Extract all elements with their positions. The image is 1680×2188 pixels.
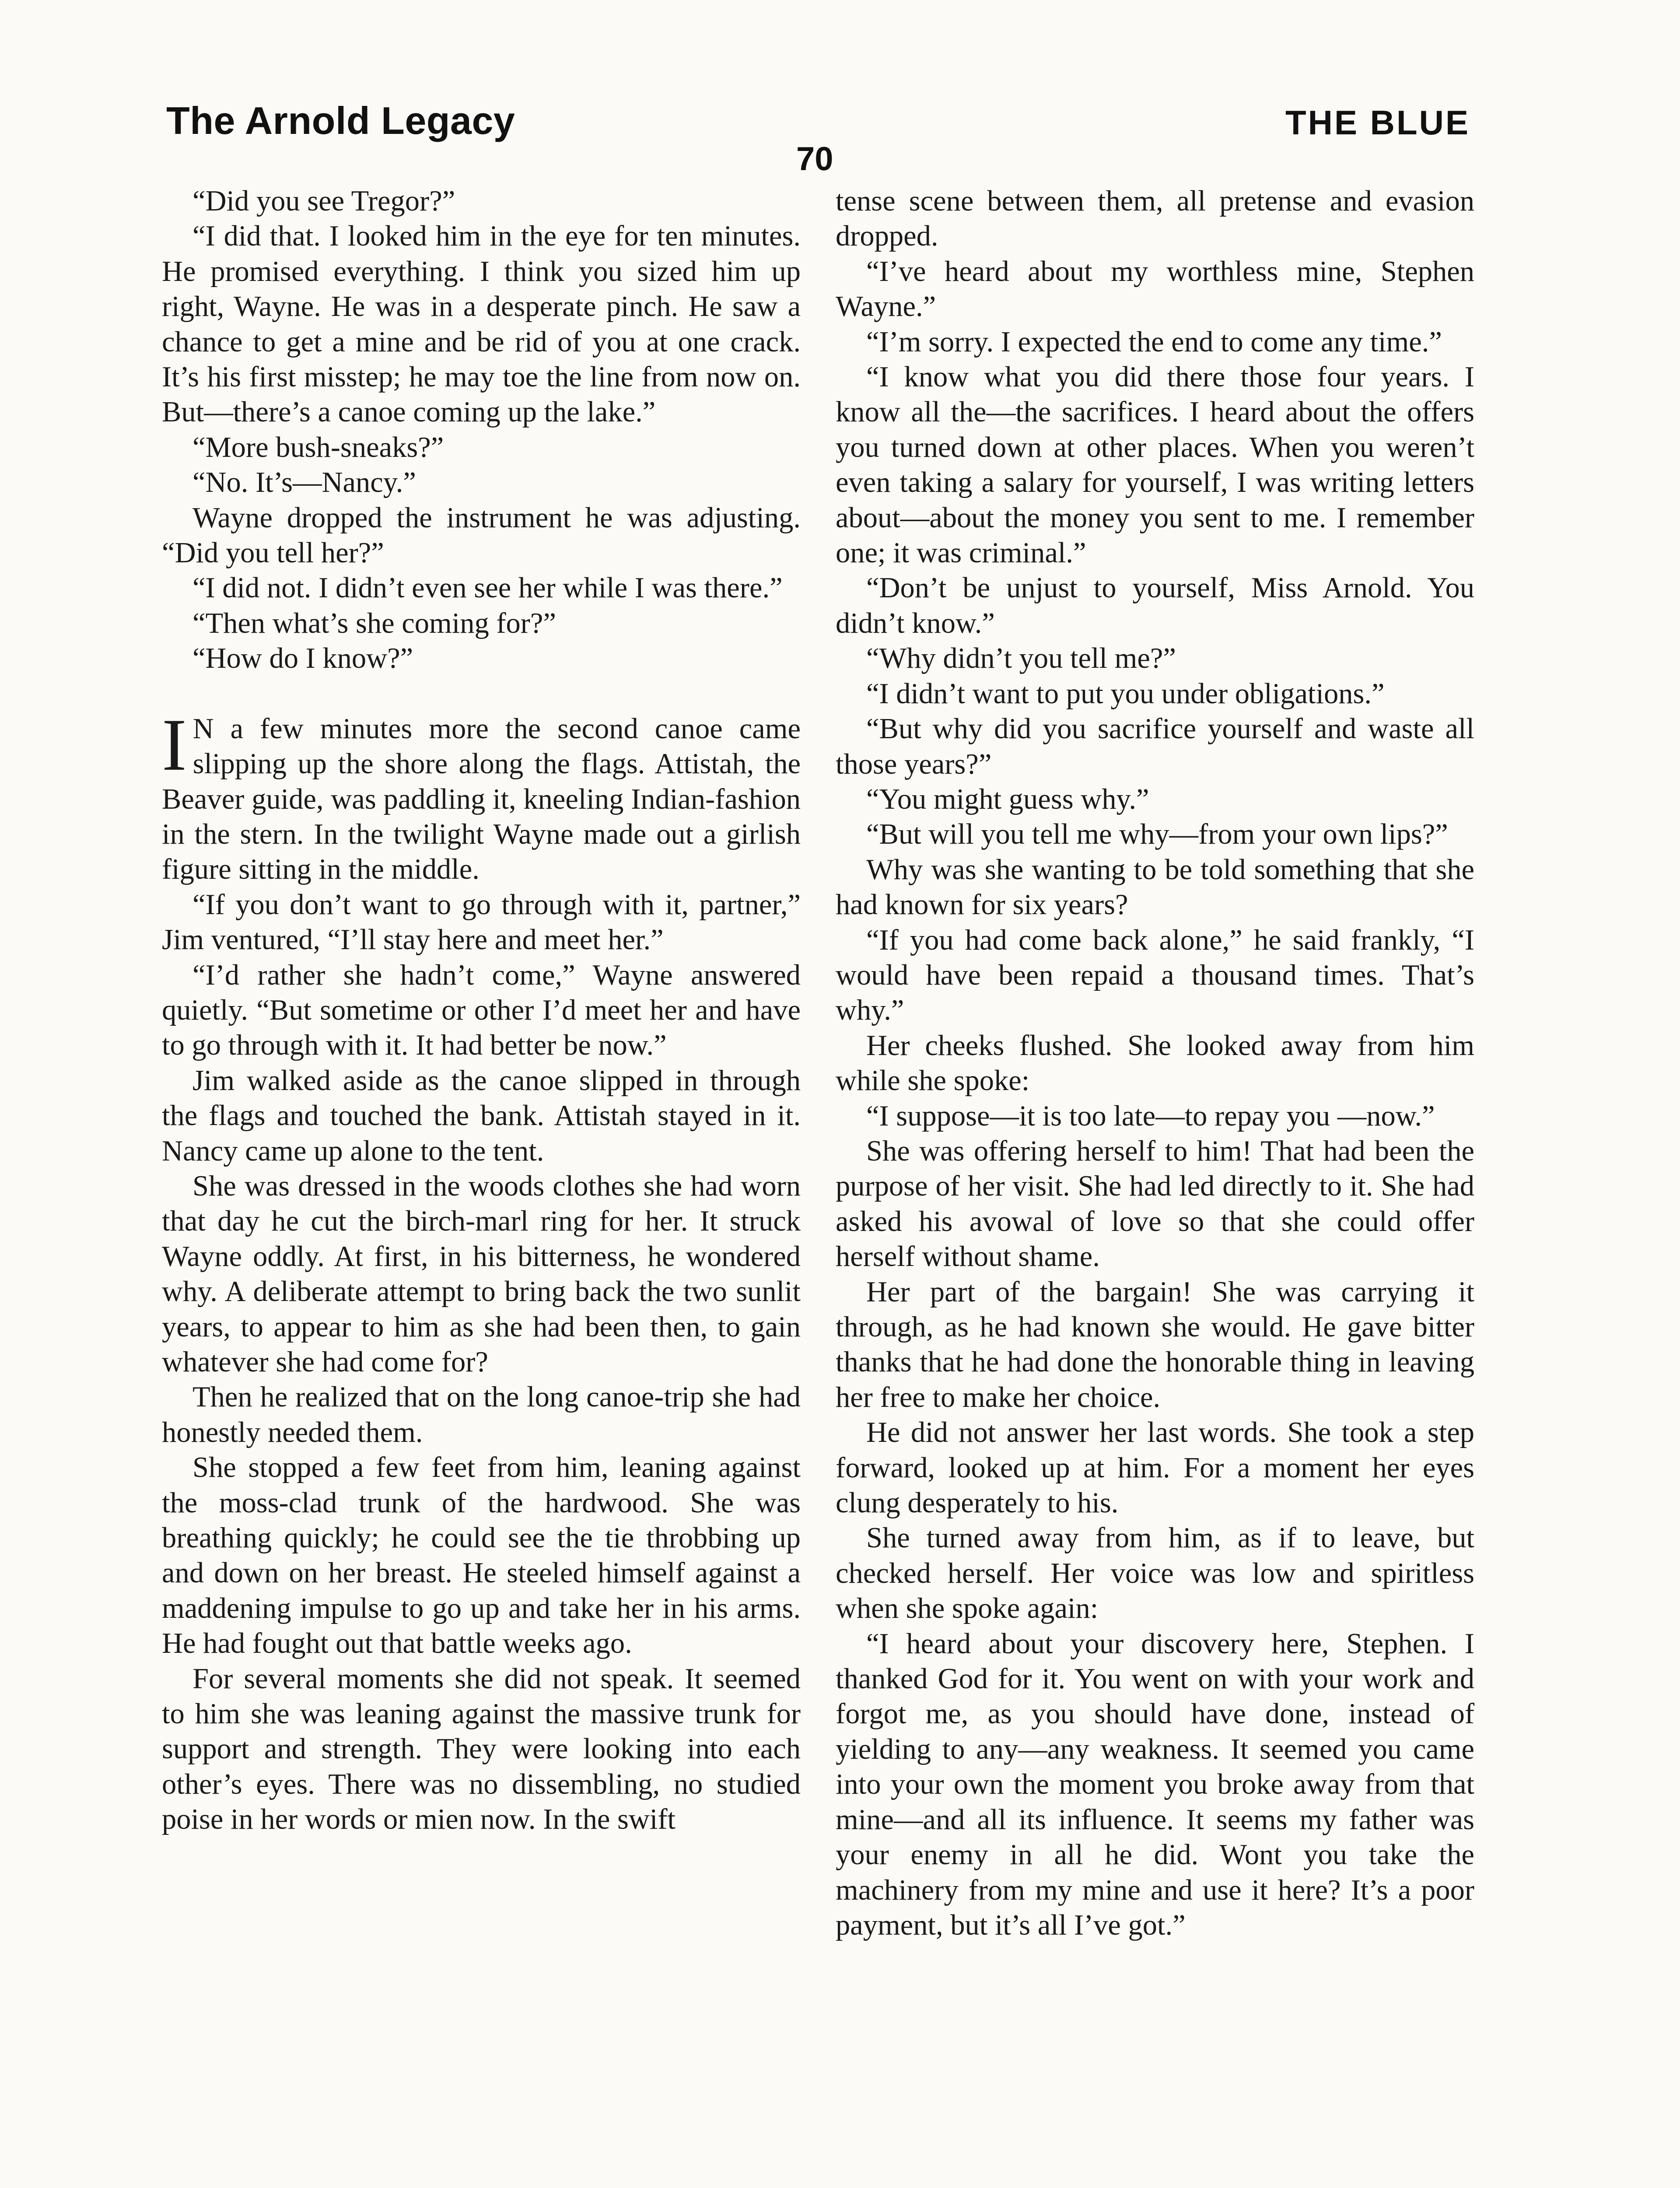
paragraph: “But why did you sacrifice yourself and waste all those years?” <box>836 713 1474 780</box>
paragraph: “I didn’t want to put you under obligations.” <box>866 677 1385 710</box>
paragraph: “I heard about your discovery here, Stephen. I thanked God for it. You went on with your work and forgot me, as you should have done, instead of yielding to any—any weakness. It seemed you came into your own the moment you broke away from that mine—and all its influence. It seems my father was your enemy in all he did. Wont you take the machinery from my mine and use it here? It’s a poor payment, but it’s all I’ve got.” <box>836 1627 1474 1941</box>
paragraph: “Why didn’t you tell me?” <box>866 642 1176 675</box>
paragraph: “You might guess why.” <box>866 783 1149 815</box>
paragraph: “Don’t be unjust to yourself, Miss Arnold. You didn’t know.” <box>836 572 1474 639</box>
paragraph: “I know what you did there those four years. I know all the—the sacrifices. I heard about the offers you turned down at other places. When you weren’t even taking a salary for yourself, I was writing letters about—about the money you sent to me. I remember one; it was criminal.” <box>836 361 1474 569</box>
paragraph: She was dressed in the woods clothes she had worn that day he cut the birch-marl ring for her. It struck Wayne oddly. At first, in his bitterness, he wondered why. A deliberate attempt to bring back the two sunlit years, to appear to him as she had been then, to gain whatever she had come for? <box>162 1170 801 1378</box>
section-opening-paragraph <box>162 703 801 887</box>
paragraph: Then he realized that on the long canoe-trip she had honestly needed them. <box>162 1381 801 1448</box>
paragraph: “If you had come back alone,” he said frankly, “I would have been repaid a thousand times. That’s why.” <box>836 924 1474 1027</box>
paragraph: “Then what’s she coming for?” <box>192 607 556 639</box>
paragraph: For several moments she did not speak. It seemed to him she was leaning against the massive trunk for support and strength. They were looking into each other’s eyes. There was no dissembling, no studied poise in her words or mien now. In the swift <box>162 1662 801 1836</box>
story-title: The Arnold Legacy <box>166 99 515 142</box>
paragraph: He did not answer her last words. She took a step forward, looked up at him. For a moment her eyes clung desperately to his. <box>836 1417 1474 1519</box>
paragraph: Her cheeks flushed. She looked away from him while she spoke: <box>836 1029 1474 1097</box>
paragraph: Why was she wanting to be told something that she had known for six years? <box>836 853 1474 921</box>
page-number: 70 <box>796 140 833 178</box>
paragraph: She was offering herself to him! That had been the purpose of her visit. She had led directly to it. She had asked his avowal of love so that she could offer herself without shame. <box>836 1135 1474 1273</box>
paragraph: Wayne dropped the instrument he was adjusting. “Did you tell her?” <box>162 501 801 569</box>
section-opening-text: N a few minutes more the second canoe came slipping up the shore along the flags. Attistah, the Beaver guide, was paddling it, kneeling Indian-fashion in the stern. In the twilight Wayne made out a girlish figure sitting in the middle. <box>162 712 801 886</box>
magazine-name: THE BLUE <box>1285 103 1470 142</box>
paragraph: “I did that. I looked him in the eye for ten minutes. He promised everything. I think you sized him up right, Wayne. He was in a desperate pinch. He saw a chance to get a mine and be rid of you at one crack. It’s his first misstep; he may toe the line from now on. But—there’s a canoe coming up the lake.” <box>162 220 801 428</box>
paragraph: She stopped a few feet from him, leaning against the moss-clad trunk of the hardwood. She was breathing quickly; he could see the tie throbbing up and down on her breast. He steeled himself against a maddening impulse to go up and take her in his arms. He had fought out that battle weeks ago. <box>162 1452 801 1660</box>
paragraph: “No. It’s—Nancy.” <box>192 466 416 499</box>
right-column <box>836 184 1474 1943</box>
paragraph: Her part of the bargain! She was carrying it through, as he had known she would. He gave bitter thanks that he had done the honorable thing in leaving her free to make her choice. <box>836 1276 1474 1413</box>
paragraph: “More bush-sneaks?” <box>192 431 444 463</box>
paragraph: She turned away from him, as if to leave, but checked herself. Her voice was low and spiritless when she spoke again: <box>836 1522 1474 1625</box>
paragraph: “If you don’t want to go through with it, partner,” Jim ventured, “I’ll stay here and meet her.” <box>162 888 801 956</box>
left-column <box>162 184 801 1837</box>
paragraph: Jim walked aside as the canoe slipped in through the flags and touched the bank. Attistah stayed in it. Nancy came up alone to the tent. <box>162 1064 801 1167</box>
paragraph: “But will you tell me why—from your own lips?” <box>866 818 1448 851</box>
continued-paragraph: tense scene between them, all pretense and evasion dropped. <box>836 185 1474 252</box>
section-break <box>162 677 801 712</box>
paragraph: “I did not. I didn’t even see her while I was there.” <box>192 572 783 604</box>
paragraph: “Did you see Tregor?” <box>192 185 455 217</box>
paragraph: “I’ve heard about my worthless mine, Stephen Wayne.” <box>836 255 1474 323</box>
paragraph: “How do I know?” <box>192 642 413 675</box>
paragraph: “I’d rather she hadn’t come,” Wayne answered quietly. “But sometime or other I’d meet her and have to go through with it. It had better be now.” <box>162 959 801 1062</box>
paragraph: “I suppose—it is too late—to repay you —now.” <box>866 1100 1435 1132</box>
drop-cap: I <box>162 703 187 786</box>
paragraph: “I’m sorry. I expected the end to come any time.” <box>866 326 1442 358</box>
